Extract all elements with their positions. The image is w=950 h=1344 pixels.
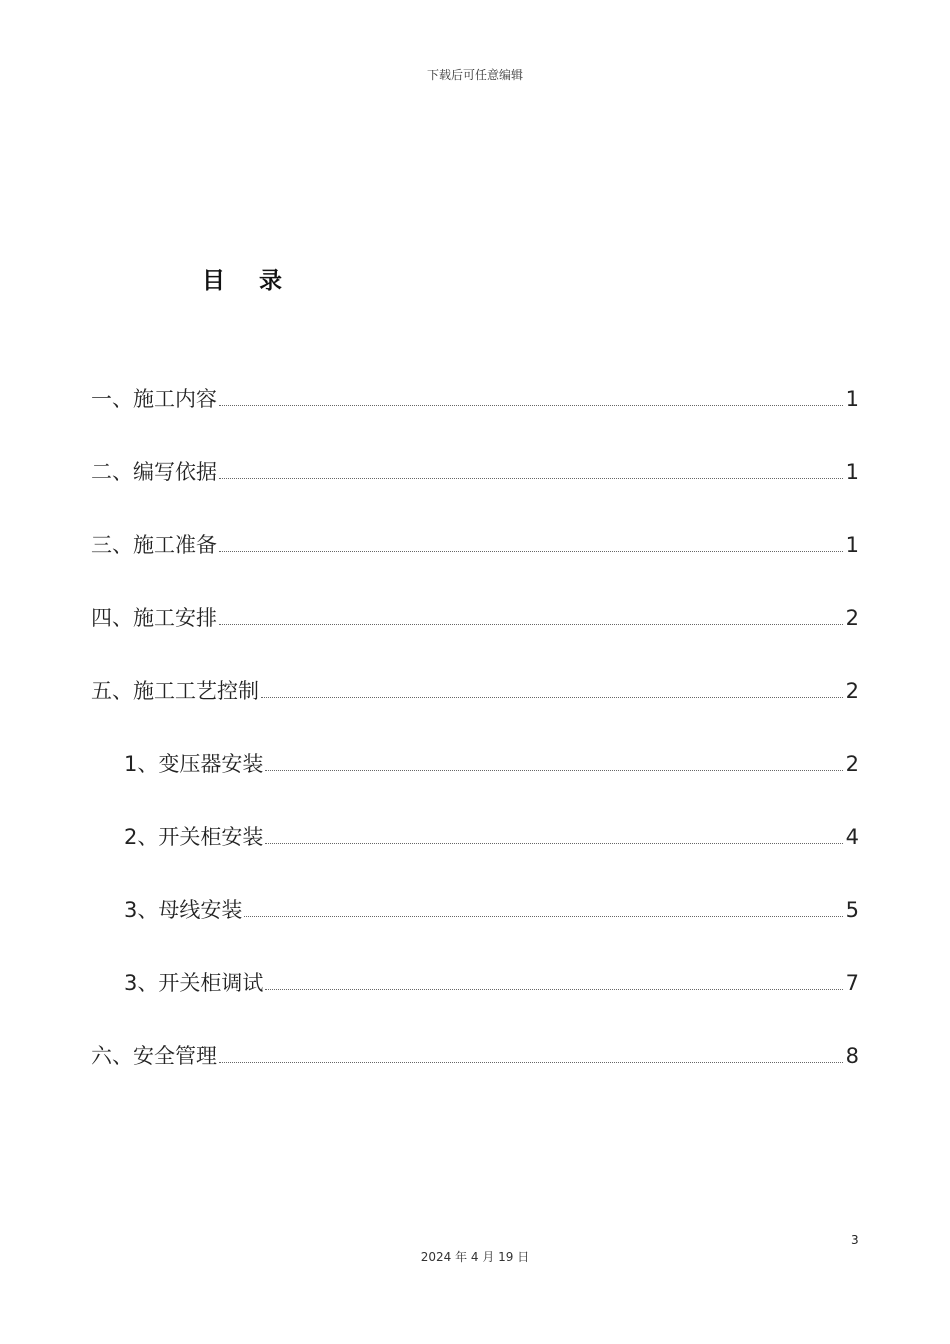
toc-subentry[interactable] bbox=[91, 894, 859, 967]
page-header: 下载后可任意编辑 bbox=[426, 68, 523, 82]
toc-entry-page: 7 bbox=[845, 971, 859, 995]
toc-entry-label: 1、变压器安装 bbox=[124, 752, 264, 776]
toc-entry[interactable] bbox=[91, 456, 859, 529]
page-number: 3 bbox=[851, 1233, 859, 1247]
toc-entry-label: 2、开关柜安装 bbox=[124, 825, 264, 849]
footer-date: 2024 年 4 月 19 日 bbox=[420, 1250, 530, 1264]
toc-entry[interactable] bbox=[91, 602, 859, 675]
toc-subentry[interactable] bbox=[91, 821, 859, 894]
toc-entry-label: 四、施工安排 bbox=[91, 606, 217, 630]
toc-subentry[interactable] bbox=[91, 967, 859, 1040]
toc-entry-label: 一、施工内容 bbox=[91, 387, 217, 411]
toc-entry-page: 1 bbox=[845, 460, 859, 484]
dot-leader bbox=[265, 842, 842, 844]
toc-entry-page: 8 bbox=[845, 1044, 859, 1068]
toc-entry-page: 1 bbox=[845, 387, 859, 411]
dot-leader bbox=[265, 769, 842, 771]
toc-entry-label: 五、施工工艺控制 bbox=[91, 679, 259, 703]
toc-entry-label: 3、开关柜调试 bbox=[124, 971, 264, 995]
toc-subentry[interactable] bbox=[91, 748, 859, 821]
dot-leader bbox=[244, 915, 842, 917]
dot-leader bbox=[261, 696, 843, 698]
toc-entry-page: 4 bbox=[845, 825, 859, 849]
toc-entry-label: 六、安全管理 bbox=[91, 1044, 217, 1068]
dot-leader bbox=[219, 477, 843, 479]
toc-entry-page: 2 bbox=[845, 606, 859, 630]
toc-entry[interactable] bbox=[91, 675, 859, 748]
toc-entry[interactable] bbox=[91, 383, 859, 456]
dot-leader bbox=[219, 1061, 843, 1063]
dot-leader bbox=[265, 988, 842, 990]
toc-entry-label: 二、编写依据 bbox=[91, 460, 217, 484]
toc-entry-page: 5 bbox=[845, 898, 859, 922]
toc-entry-page: 2 bbox=[845, 679, 859, 703]
table-of-contents bbox=[91, 383, 859, 1113]
dot-leader bbox=[219, 623, 843, 625]
toc-entry-label: 三、施工准备 bbox=[91, 533, 217, 557]
toc-title: 目 录 bbox=[202, 268, 296, 294]
toc-entry-label: 3、母线安装 bbox=[124, 898, 243, 922]
dot-leader bbox=[219, 404, 843, 406]
toc-entry[interactable] bbox=[91, 529, 859, 602]
dot-leader bbox=[219, 550, 843, 552]
toc-entry-page: 1 bbox=[845, 533, 859, 557]
toc-entry[interactable] bbox=[91, 1040, 859, 1113]
toc-entry-page: 2 bbox=[845, 752, 859, 776]
